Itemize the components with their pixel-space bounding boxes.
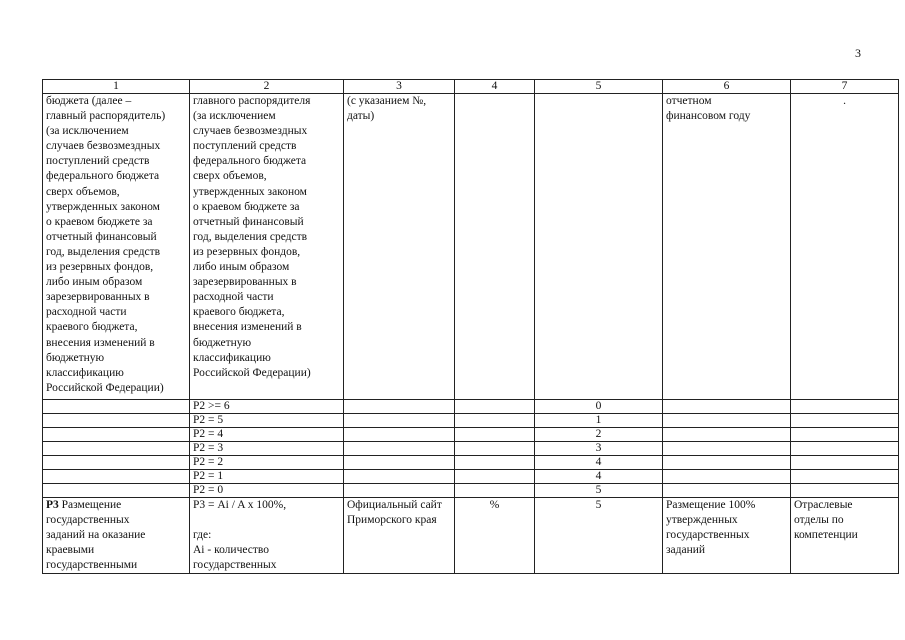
score-row [43, 414, 899, 428]
score-value: 4 [535, 470, 663, 484]
column-number: 4 [455, 80, 535, 94]
score-cell: 5 [535, 498, 663, 574]
score-row [43, 484, 899, 498]
score-condition: Р2 = 0 [190, 484, 344, 498]
column-number: 1 [43, 80, 190, 94]
column-number: 7 [791, 80, 899, 94]
indicator-table [42, 79, 899, 574]
source-cell: Официальный сайт Приморского края [344, 498, 455, 574]
indicator-name-cell: бюджета (далее – главный распорядитель) (за исключением случаев безвозмездных поступлений средств федерального бюджета сверх объемов, утвержденных законом о краевом бюджете за отчетный финансовый год, выделения средств из резервных фондов, либо иным образом зарезервированных в расходной части краевого бюджета, внесения изменений в бюджетную классификацию Российской Федерации) [43, 94, 190, 400]
score-row [43, 456, 899, 470]
score-value: 2 [535, 428, 663, 442]
score-condition: Р2 = 5 [190, 414, 344, 428]
score-row [43, 470, 899, 484]
unit-cell: % [455, 498, 535, 574]
column-number-row [43, 80, 899, 94]
column-number: 3 [344, 80, 455, 94]
column-number: 6 [663, 80, 791, 94]
score-value: 5 [535, 484, 663, 498]
score-condition: Р2 = 1 [190, 470, 344, 484]
score-value: 3 [535, 442, 663, 456]
page-number: 3 [855, 46, 861, 60]
score-condition: Р2 >= 6 [190, 400, 344, 414]
responsible-cell: . [791, 94, 899, 400]
target-cell: Размещение 100% утвержденных государственных заданий [663, 498, 791, 574]
score-condition: Р2 = 2 [190, 456, 344, 470]
score-row [43, 400, 899, 414]
score-condition: Р2 = 3 [190, 442, 344, 456]
table-row [43, 498, 899, 574]
unit-cell [455, 94, 535, 400]
responsible-cell: Отраслевые отделы по компетенции [791, 498, 899, 574]
table-row [43, 94, 899, 400]
formula-cell: главного распорядителя (за исключением случаев безвозмездных поступлений средств федерального бюджета сверх объемов, утвержденных законом о краевом бюджете за отчетный финансовый год, выделения средств из резервных фондов, либо иным образом зарезервированных в расходной части краевого бюджета, внесения изменений в бюджетную классификацию Российской Федерации) [190, 94, 344, 400]
score-value: 0 [535, 400, 663, 414]
column-number: 5 [535, 80, 663, 94]
formula-cell: Р3 = Ai / A x 100%, где: Ai - количество государственных [190, 498, 344, 574]
indicator-code: Р3 [46, 499, 59, 511]
indicator-name-cell [43, 498, 190, 574]
score-value: 1 [535, 414, 663, 428]
column-number: 2 [190, 80, 344, 94]
score-row [43, 442, 899, 456]
score-row [43, 428, 899, 442]
score-value: 4 [535, 456, 663, 470]
score-condition: Р2 = 4 [190, 428, 344, 442]
source-cell: (с указанием №, даты) [344, 94, 455, 400]
target-cell: отчетном финансовом году [663, 94, 791, 400]
indicator-name: Размещение государственных заданий на оказание краевыми государственными [46, 499, 146, 572]
score-cell [535, 94, 663, 400]
